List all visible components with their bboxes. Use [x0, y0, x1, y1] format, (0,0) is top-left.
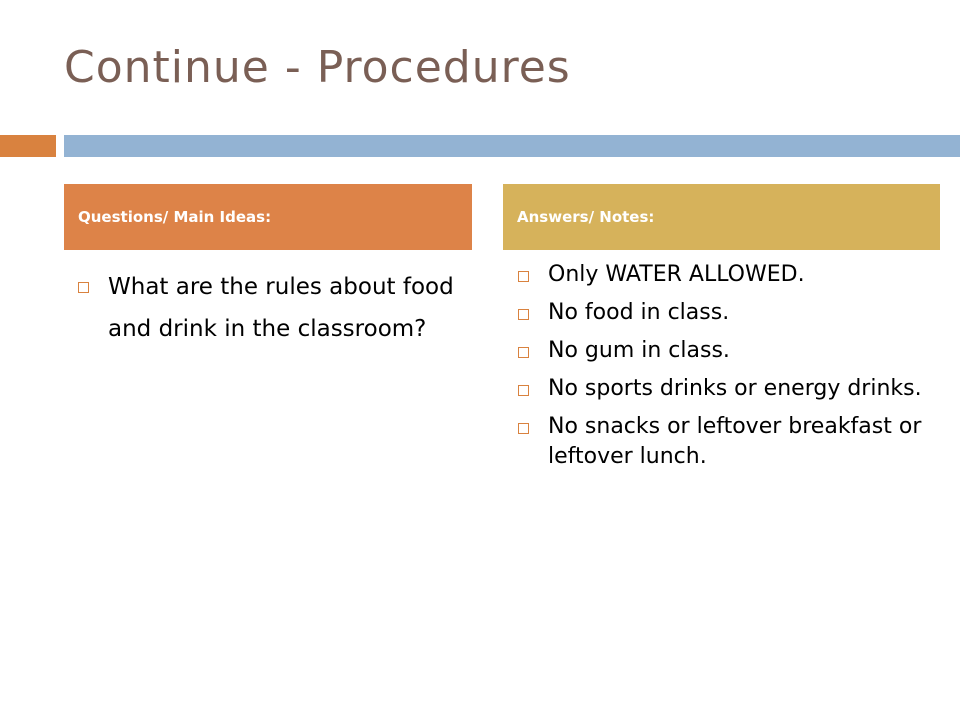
square-bullet-icon [518, 423, 529, 434]
answers-column-header [503, 184, 940, 250]
question-item [78, 266, 468, 350]
answer-text: No sports drinks or energy drinks. [548, 376, 922, 401]
square-bullet-icon [518, 347, 529, 358]
answer-item [518, 412, 938, 472]
answer-text: No gum in class. [548, 338, 730, 363]
answer-item [518, 260, 938, 290]
accent-bar-orange [0, 135, 56, 157]
questions-header-label: Questions/ Main Ideas: [78, 208, 272, 226]
answer-item [518, 336, 938, 366]
answer-text: No food in class. [548, 300, 730, 325]
square-bullet-icon [518, 271, 529, 282]
accent-bar-blue [64, 135, 960, 157]
answer-item [518, 298, 938, 328]
answers-list [518, 260, 938, 480]
answer-item [518, 374, 938, 404]
answer-text: Only WATER ALLOWED. [548, 262, 805, 287]
answer-text: No snacks or leftover breakfast or leftover lunch. [548, 414, 922, 469]
square-bullet-icon [518, 385, 529, 396]
square-bullet-icon [78, 282, 89, 293]
question-text: What are the rules about food and drink in the classroom? [108, 274, 454, 342]
answers-header-label: Answers/ Notes: [517, 208, 655, 226]
square-bullet-icon [518, 309, 529, 320]
slide-title: Continue - Procedures [64, 42, 571, 93]
questions-list [78, 266, 468, 350]
questions-column-header [64, 184, 472, 250]
